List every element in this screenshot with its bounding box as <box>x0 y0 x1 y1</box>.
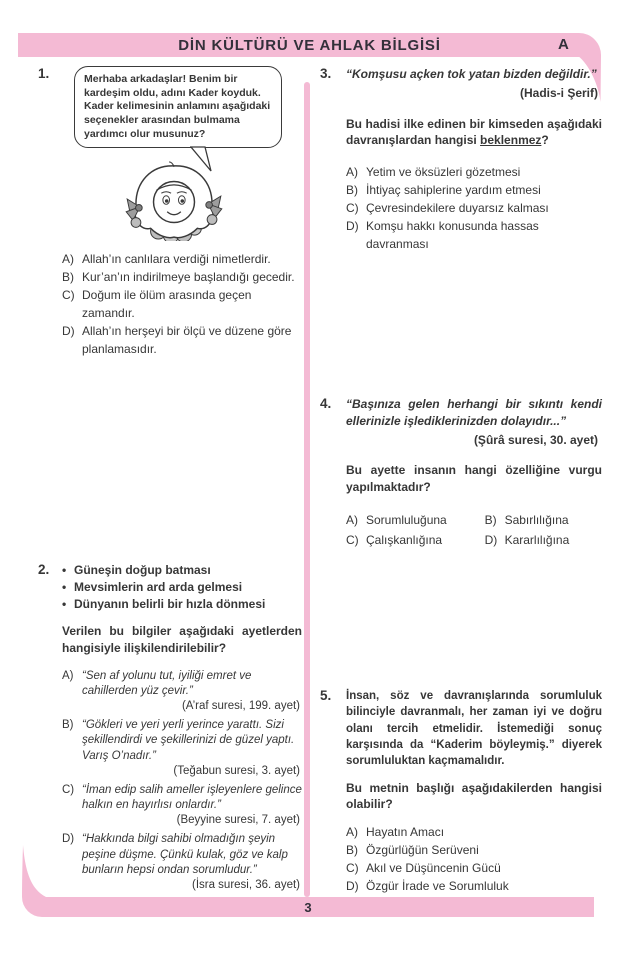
question-quote: “Başınıza gelen herhangi bir sıkıntı kendi ellerinizle işlediklerinizden dolayıdır...” <box>346 397 602 428</box>
question-5 <box>320 688 602 895</box>
option-source: (A’raf suresi, 199. ayet) <box>181 700 300 713</box>
question-stem <box>346 116 602 150</box>
speech-bubble: Merhaba arkadaşlar! Benim bir kardeşim oldu, adını Kader koyduk. Kader kelimesinin anlamını aşağıdaki seçenekler arasından bulmama yardımcı olur musunuz? <box>74 66 282 148</box>
option-label: B) <box>62 270 74 285</box>
answer-option <box>62 268 300 286</box>
question-4 <box>320 396 602 550</box>
option-label: A) <box>62 252 74 267</box>
option-label: B) <box>484 512 497 527</box>
option-label: D) <box>62 324 75 339</box>
option-text: Kararlılığına <box>504 533 570 548</box>
question-number: 4. <box>320 396 332 411</box>
question-4-options <box>346 512 602 550</box>
option-text: “Sen af yolunu tut, iyiliği emret ve cahillerden yüz çevir.” <box>82 669 252 697</box>
question-number: 3. <box>320 66 332 81</box>
question-2 <box>38 562 302 897</box>
bullet-item: • Mevsimlerin ard arda gelmesi <box>62 579 302 596</box>
option-text: Sabırlılığına <box>504 512 569 527</box>
option-label: C) <box>62 783 75 796</box>
bullet-item: • Güneşin doğup batması <box>62 562 302 579</box>
option-source: (İsra suresi, 36. ayet) <box>191 878 300 891</box>
question-2-bullets <box>62 562 302 613</box>
answer-option <box>346 181 602 199</box>
option-label: A) <box>346 512 358 527</box>
question-3 <box>320 66 602 253</box>
option-label: D) <box>62 833 75 846</box>
quote-source: (Şûrâ suresi, 30. ayet) <box>473 432 598 447</box>
option-text: Sorumluluğuna <box>366 512 447 527</box>
question-2-options <box>62 669 302 893</box>
option-label: A) <box>62 669 74 682</box>
page-number: 3 <box>304 899 312 915</box>
option-text: Çevresindekilere duyarsız kalması <box>366 201 549 216</box>
option-text: “Gökleri ve yeri yerli yerince yarattı. Sizi şekillendirdi ve şekillerinizi de güzel yaptı. Varış O’nadır.” <box>82 719 295 762</box>
stem-text: ? <box>541 133 549 148</box>
question-text: İnsan, söz ve davranışlarında sorumluluk bilinciyle davranmalı, her zaman iyi ve doğru olanı tercih etmelidir. İstemediği sonuç karşısında da “Kaderim böyleymiş.” diyerek sorumluluktan kaçmamalıdır. <box>346 690 602 768</box>
option-label: B) <box>62 719 74 732</box>
option-label: A) <box>346 825 358 840</box>
option-text: Çalışkanlığına <box>366 533 443 548</box>
stem-text: Bu hadisi ilke edinen bir kimseden aşağıdaki davranışlardan hangisi <box>346 116 602 148</box>
question-stem: Bu metnin başlığı aşağıdakilerden hangisi olabilir? <box>346 780 602 812</box>
question-number: 2. <box>38 562 50 577</box>
option-text: Komşu hakkı konusunda hassas davranması <box>366 219 539 252</box>
answer-option <box>346 163 602 181</box>
question-stem: Bu ayette insanın hangi özelliğine vurgu yapılmaktadır? <box>346 463 602 495</box>
option-text: Akıl ve Düşüncenin Gücü <box>366 861 501 876</box>
answer-option <box>346 823 602 841</box>
question-1-options <box>62 250 300 358</box>
speech-bubble-tail-icon <box>190 146 214 173</box>
answer-option <box>346 841 602 859</box>
option-label: C) <box>346 201 359 216</box>
option-label: C) <box>62 288 75 303</box>
footer-bar <box>22 897 594 917</box>
answer-option <box>62 783 302 829</box>
quote-source: (Hadis-i Şerif) <box>519 85 598 100</box>
page-title: DİN KÜLTÜRÜ VE AHLAK BİLGİSİ <box>178 36 441 54</box>
option-text: “Hakkında bilgi sahibi olmadığın şeyin peşine düşme. Çünkü kulak, göz ve kalp bunların hepsi ondan sorumludur.” <box>82 833 288 876</box>
girl-illustration <box>118 161 230 241</box>
option-label: C) <box>346 861 359 876</box>
option-text: Yetim ve öksüzleri gözetmesi <box>366 165 521 180</box>
question-1-figure <box>62 66 300 241</box>
option-label: C) <box>346 533 359 548</box>
answer-option <box>346 532 485 549</box>
option-text: İhtiyaç sahiplerine yardım etmesi <box>366 183 541 198</box>
answer-option <box>346 199 602 217</box>
option-text: Özgürlüğün Serüveni <box>366 843 479 858</box>
question-5-options <box>346 823 602 895</box>
option-text: Allah’ın herşeyi bir ölçü ve düzene göre planlamasıdır. <box>82 324 292 357</box>
answer-option <box>62 286 300 322</box>
question-number: 5. <box>320 688 332 703</box>
answer-option <box>62 718 302 779</box>
answer-option <box>346 217 602 253</box>
option-label: B) <box>346 843 358 858</box>
answer-option <box>346 512 485 529</box>
answer-option <box>346 877 602 895</box>
option-text: Allah’ın canlılara verdiği nimetlerdir. <box>82 252 271 267</box>
option-text: “İman edip salih ameller işleyenlere gelince halkın en hayırlısı onlardır.” <box>82 783 302 812</box>
option-label: A) <box>346 165 358 180</box>
answer-option <box>62 322 300 358</box>
option-text: Doğum ile ölüm arasında geçen zamandır. <box>82 288 252 321</box>
question-number: 1. <box>38 66 50 81</box>
stem-underlined-word: beklenmez <box>480 133 542 148</box>
question-quote: “Komşusu açken tok yatan bizden değildir.” <box>346 67 597 81</box>
option-source: (Beyyine suresi, 7. ayet) <box>176 814 300 827</box>
option-label: B) <box>346 183 358 198</box>
column-divider <box>304 82 310 897</box>
option-label: D) <box>484 533 498 548</box>
answer-option <box>62 250 300 268</box>
answer-option <box>62 669 302 715</box>
question-3-options <box>346 163 602 253</box>
answer-option <box>62 832 302 893</box>
question-stem: Verilen bu bilgiler aşağıdaki ayetlerden hangisiyle ilişkilendirilebilir? <box>62 624 302 655</box>
question-1 <box>38 66 300 358</box>
answer-option <box>485 532 602 549</box>
option-source: (Teğabun suresi, 3. ayet) <box>173 764 300 777</box>
answer-option <box>485 512 602 529</box>
booklet-letter: A <box>558 36 569 53</box>
option-text: Özgür İrade ve Sorumluluk <box>366 879 509 894</box>
answer-option <box>346 859 602 877</box>
option-label: D) <box>346 219 359 234</box>
bullet-item: • Dünyanın belirli bir hızla dönmesi <box>62 596 302 613</box>
option-text: Hayatın Amacı <box>366 825 445 840</box>
option-label: D) <box>346 879 359 894</box>
option-text: Kur’an’ın indirilmeye başlandığı gecedir. <box>82 270 295 285</box>
header-bar <box>18 33 601 57</box>
